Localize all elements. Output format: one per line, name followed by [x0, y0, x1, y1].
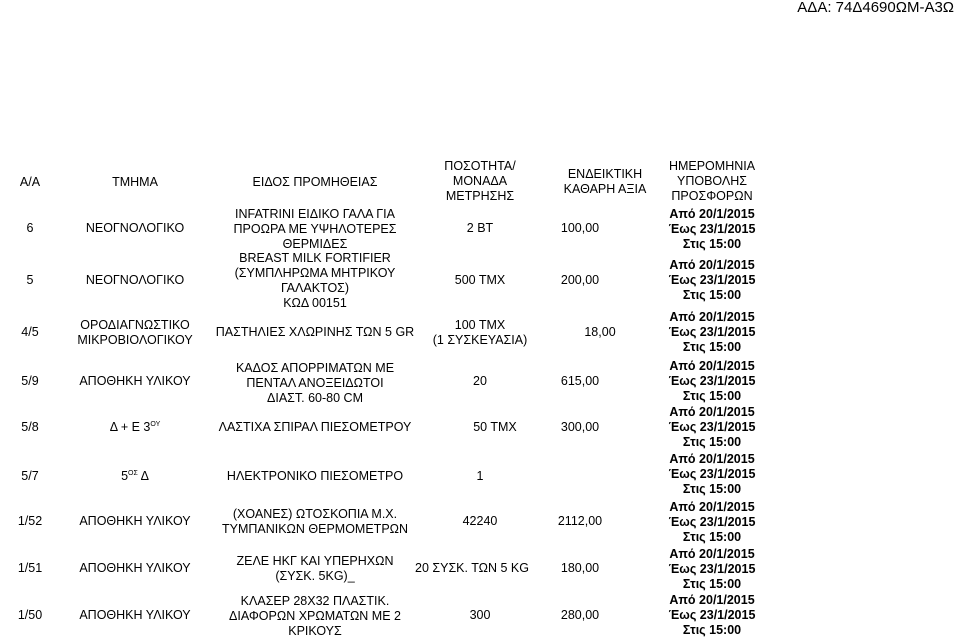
- row-aa: 1/52: [17, 514, 43, 528]
- row-quantity: 50 ΤΜΧ: [473, 420, 517, 434]
- row-quantity: 2 ΒΤ: [466, 221, 494, 235]
- row-deadline: Από 20/1/2015 Έως 23/1/2015 Στις 15:00: [668, 359, 756, 403]
- row-quantity: 20: [473, 374, 487, 388]
- row-deadline: Από 20/1/2015 Έως 23/1/2015 Στις 15:00: [668, 310, 756, 354]
- row-quantity: 300: [469, 608, 491, 622]
- header-date: ΗΜΕΡΟΜΗΝΙΑ ΥΠΟΒΟΛΗΣ ΠΡΟΣΦΟΡΩΝ: [668, 159, 756, 203]
- row-value: 2112,00: [557, 514, 603, 528]
- row-department: Δ + Ε $3^{O\Upsilon}$: [109, 420, 161, 434]
- header-aa: Α/Α: [19, 175, 41, 189]
- row-deadline: Από 20/1/2015 Έως 23/1/2015 Στις 15:00: [668, 500, 756, 544]
- row-value: 18,00: [584, 325, 616, 339]
- row-item: ΚΑΔΟΣ ΑΠΟΡΡΙΜΑΤΩΝ ΜΕ ΠΕΝΤΑΛ ΑΝΟΞΕΙΔΩΤΟΙ ΔΙΑΣΤ. 60-80 CM: [235, 361, 395, 405]
- row-deadline: Από 20/1/2015 Έως 23/1/2015 Στις 15:00: [668, 258, 756, 302]
- row-aa: 5/8: [21, 420, 39, 434]
- row-quantity: 500 ΤΜΧ: [454, 273, 506, 287]
- row-department: ΝΕΟΓΝΟΛΟΓΙΚΟ: [85, 221, 185, 235]
- row-item: ΗΛΕΚΤΡΟΝΙΚΟ ΠΙΕΣΟΜΕΤΡΟ: [226, 469, 404, 483]
- row-value: 100,00: [560, 221, 600, 235]
- row-department: ΑΠΟΘΗΚΗ ΥΛΙΚΟΥ: [79, 561, 191, 575]
- row-item: ΚΛΑΣΕΡ 28Χ32 ΠΛΑΣΤΙΚ. ΔΙΑΦΟΡΩΝ ΧΡΩΜΑΤΩΝ ΜΕ 2 ΚΡΙΚΟΥΣ: [229, 594, 401, 638]
- row-department: ΑΠΟΘΗΚΗ ΥΛΙΚΟΥ: [79, 374, 191, 388]
- row-value: 200,00: [560, 273, 600, 287]
- row-item: ΠΑΣΤΗΛΙΕΣ ΧΛΩΡΙΝΗΣ ΤΩΝ 5 GR: [215, 325, 415, 339]
- row-department: ΟΡΟΔΙΑΓΝΩΣΤΙΚΟ ΜΙΚΡΟΒΙΟΛΟΓΙΚΟΥ: [77, 318, 193, 347]
- row-quantity: 1: [476, 469, 484, 483]
- row-value: 300,00: [560, 420, 600, 434]
- row-value: 180,00: [560, 561, 600, 575]
- row-aa: 1/50: [17, 608, 43, 622]
- row-department: ΑΠΟΘΗΚΗ ΥΛΙΚΟΥ: [79, 608, 191, 622]
- row-aa: 6: [26, 221, 34, 235]
- row-item: INFATRINI ΕΙΔΙΚΟ ΓΑΛΑ ΓΙΑ ΠΡΟΩΡΑ ΜΕ ΥΨΗΛΟΤΕΡΕΣ ΘΕΡΜΙΔΕΣ: [233, 207, 397, 251]
- row-value: 280,00: [560, 608, 600, 622]
- row-department: $5^{O\Sigma}$ Δ: [121, 469, 149, 483]
- row-deadline: Από 20/1/2015 Έως 23/1/2015 Στις 15:00: [668, 405, 756, 449]
- row-quantity: 42240: [462, 514, 498, 528]
- row-deadline: Από 20/1/2015 Έως 23/1/2015 Στις 15:00: [668, 593, 756, 637]
- row-deadline: Από 20/1/2015 Έως 23/1/2015 Στις 15:00: [668, 452, 756, 496]
- row-aa: 5/7: [21, 469, 39, 483]
- row-aa: 4/5: [21, 325, 39, 339]
- row-quantity: 20 ΣΥΣΚ. ΤΩΝ 5 KG: [415, 561, 529, 575]
- document-id: ΑΔΑ: 74Δ4690ΩΜ-Α3Ω: [797, 0, 954, 16]
- header-quantity: ΠΟΣΟΤΗΤΑ/ ΜΟΝΑΔΑ ΜΕΤΡΗΣΗΣ: [444, 159, 516, 203]
- row-item: ΖΕΛΕ ΗΚΓ ΚΑΙ ΥΠΕΡΗΧΩΝ (ΣΥΣΚ. 5KG)_: [236, 554, 394, 583]
- row-value: 615,00: [560, 374, 600, 388]
- row-item: BREAST MILK FORTIFIER (ΣΥΜΠΛΗΡΩΜΑ ΜΗΤΡΙΚΟΥ ΓΑΛΑΚΤΟΣ) ΚΩΔ 00151: [234, 251, 396, 310]
- row-item: (ΧΟΑΝΕΣ) ΩΤΟΣΚΟΠΙΑ Μ.Χ. ΤΥΜΠΑΝΙΚΩΝ ΘΕΡΜΟΜΕΤΡΩΝ: [221, 507, 409, 536]
- row-deadline: Από 20/1/2015 Έως 23/1/2015 Στις 15:00: [668, 547, 756, 591]
- row-department: ΑΠΟΘΗΚΗ ΥΛΙΚΟΥ: [79, 514, 191, 528]
- row-department: ΝΕΟΓΝΟΛΟΓΙΚΟ: [85, 273, 185, 287]
- header-department: ΤΜΗΜΑ: [112, 175, 158, 189]
- row-deadline: Από 20/1/2015 Έως 23/1/2015 Στις 15:00: [668, 207, 756, 251]
- row-item: ΛΑΣΤΙΧΑ ΣΠΙΡΑΛ ΠΙΕΣΟΜΕΤΡΟΥ: [218, 420, 412, 434]
- row-aa: 1/51: [17, 561, 43, 575]
- row-aa: 5: [26, 273, 34, 287]
- row-aa: 5/9: [21, 374, 39, 388]
- row-quantity: 100 ΤΜΧ (1 ΣΥΣΚΕΥΑΣΙΑ): [432, 318, 528, 347]
- header-value: ΕΝΔΕΙΚΤΙΚΗ ΚΑΘΑΡΗ ΑΞΙΑ: [563, 167, 647, 196]
- header-item: ΕΙΔΟΣ ΠΡΟΜΗΘΕΙΑΣ: [252, 175, 378, 189]
